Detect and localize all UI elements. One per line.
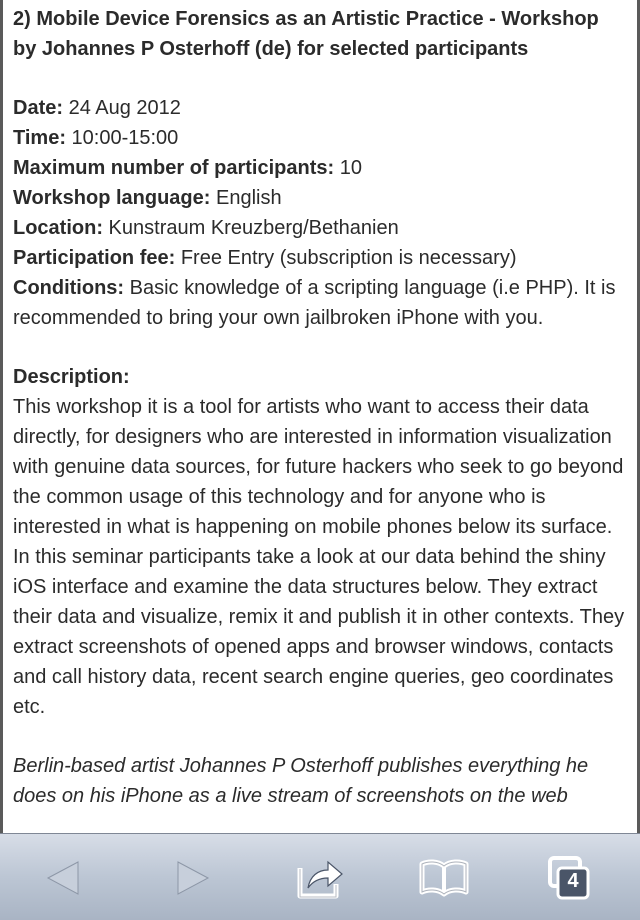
tab-count-badge: 4 [567,870,579,892]
detail-label: Location: [13,217,103,239]
detail-value: Kunstraum Kreuzberg/Bethanien [103,217,399,239]
detail-value: Basic knowledge of a scripting language (i.e PHP). It is recommended to bring your own jailbroken iPhone with you. [13,277,616,329]
artist-bio-text: Berlin-based artist Johannes P Osterhoff publishes everything he does on his iPhone as a live stream of screenshots on the web [13,755,589,807]
detail-label: Time: [13,127,66,149]
detail-label: Conditions: [13,277,125,299]
forward-button[interactable] [160,848,224,908]
bookmarks-button[interactable] [412,848,476,908]
detail-label: Participation fee: [13,247,176,269]
detail-label: Date: [13,97,64,119]
detail-value: 10:00-15:00 [65,127,179,149]
back-button[interactable] [32,848,96,908]
back-arrow-icon [44,858,84,898]
detail-date [13,93,625,123]
detail-fee [13,243,625,273]
detail-language [13,183,625,213]
detail-value: Free Entry (subscription is necessary) [175,247,517,269]
detail-location [13,213,625,243]
description-heading: Description: [13,366,130,388]
share-icon [294,856,346,900]
description-text: This workshop it is a tool for artists who want to access their data directly, for designers who are interested in information visualization with genuine data sources, for future hackers who seek to go beyond the common usage of this technology and for anyone who is interested in what is happening on mobile phones below its surface. In this seminar participants take a look at our data behind the shiny iOS interface and examine the data structures below. They extract their data and visualize, remix it and publish it in other contexts. They extract screenshots of opened apps and browser windows, contacts and call history data, recent search engine queries, geo coordinates etc. [13,396,625,718]
detail-label: Maximum number of participants: [13,157,335,179]
detail-max-participants [13,153,625,183]
share-button[interactable] [288,848,352,908]
detail-conditions [13,273,625,333]
bookmarks-icon [418,858,470,898]
page-frame-left-border [0,0,3,833]
detail-time [13,123,625,153]
detail-label: Workshop language: [13,187,211,209]
detail-value: 24 Aug 2012 [63,97,181,119]
browser-toolbar [0,833,640,920]
forward-arrow-icon [172,858,212,898]
article-title: 2) Mobile Device Forensics as an Artistic Practice - Workshop by Johannes P Osterhoff (de) for selected participants [13,8,599,60]
article-content [13,4,625,811]
detail-value: 10 [334,157,362,179]
detail-value: English [210,187,282,209]
